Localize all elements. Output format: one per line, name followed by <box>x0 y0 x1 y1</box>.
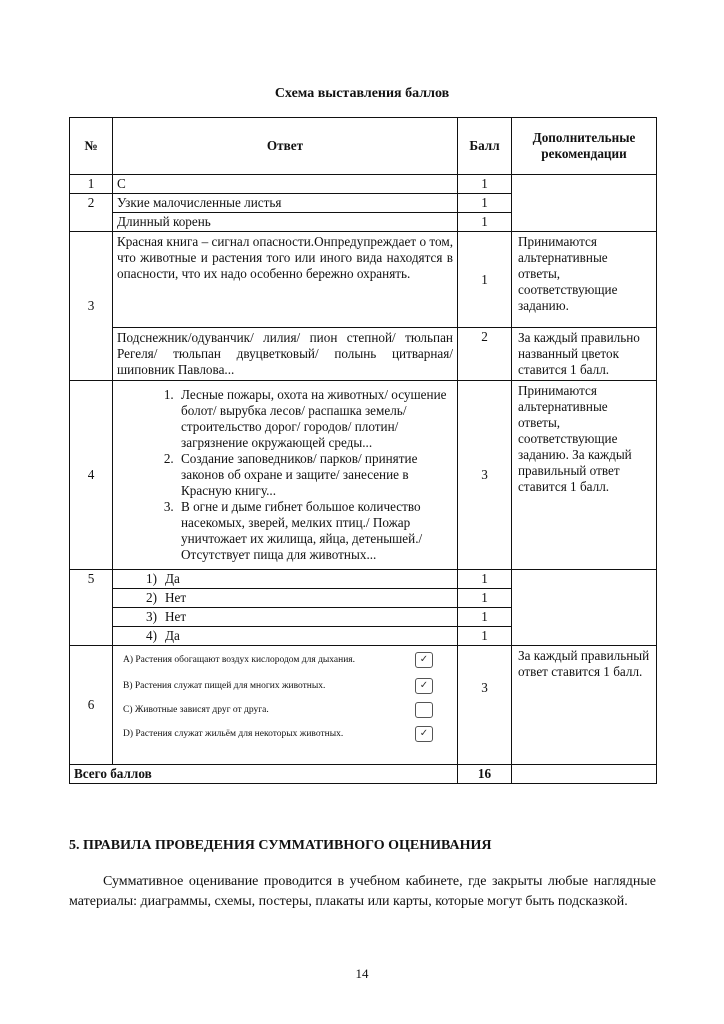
page-number: 14 <box>355 966 369 981</box>
checkbox-icon: ✓ <box>415 726 433 742</box>
item-text: Нет <box>165 609 187 624</box>
recommendation-cell: За каждый правильно названный цветок ставится 1 балл. <box>512 328 657 381</box>
answer-cell: Подснежник/одуванчик/ лилия/ пион степной/ тюльпан Регеля/ тюльпан двуцветковый/ полынь цитварная/ шиповник Павлова... <box>113 328 458 381</box>
item-number: 2) <box>146 590 157 605</box>
table-row <box>70 381 657 570</box>
option-row <box>123 652 433 668</box>
body-paragraph: Суммативное оценивание проводится в учебном кабинете, где закрыты любые наглядные материалы: диаграммы, схемы, постеры, плакаты или карты, которые могут быть подсказкой. <box>69 874 656 909</box>
table-header-row <box>70 118 657 175</box>
answer-list <box>117 387 453 563</box>
recommendation-cell <box>512 175 657 232</box>
checkbox-icon <box>415 702 433 718</box>
checkbox-icon: ✓ <box>415 678 433 694</box>
score-cell: 1 <box>458 232 512 328</box>
answer-cell <box>113 381 458 570</box>
item-number: 3) <box>146 609 157 624</box>
score-cell: 3 <box>458 646 512 765</box>
item-text: Да <box>165 571 180 586</box>
answer-cell <box>113 646 458 765</box>
item-number: 1) <box>146 571 157 586</box>
table-row <box>70 232 657 328</box>
task-number: 1 <box>70 175 113 194</box>
item-number: 4) <box>146 628 157 643</box>
answer-cell <box>113 608 458 627</box>
list-item: 3. В огне и дыме гибнет большое количество насекомых, зверей, мелких птиц./ Пожар уничтожает их жилища, яйца, детенышей./ Отсутствует пища для животных... <box>177 499 453 563</box>
option-text: B) Растения служат пищей для многих животных. <box>123 681 326 691</box>
item-text: Нет <box>165 590 187 605</box>
header-answer: Ответ <box>113 118 458 175</box>
option-text: C) Животные зависят друг от друга. <box>123 705 269 715</box>
recommendation-cell <box>512 570 657 646</box>
answer-cell: Красная книга – сигнал опасности.Онпредупреждает о том, что животные и растения того или иного вида находятся в опасности, что их надо особенно бережно охранять. <box>113 232 458 328</box>
table-row <box>70 328 657 381</box>
list-item: 1. Лесные пожары, охота на животных/ осушение болот/ вырубка лесов/ распашка земель/ строительство дорог/ городов/ плотин/ загрязнение окружающей среды... <box>177 387 453 451</box>
task-number: 5 <box>70 570 113 646</box>
score-cell: 1 <box>458 175 512 194</box>
option-row <box>123 702 433 718</box>
item-text: Да <box>165 628 180 643</box>
score-cell: 1 <box>458 570 512 589</box>
task-number: 2 <box>70 194 113 232</box>
recommendation-cell: За каждый правильный ответ ставится 1 балл. <box>512 646 657 765</box>
score-cell: 1 <box>458 589 512 608</box>
answer-cell: Длинный корень <box>113 213 458 232</box>
table-row <box>70 646 657 765</box>
score-cell: 3 <box>458 381 512 570</box>
table-row <box>70 570 657 589</box>
total-empty <box>512 765 657 784</box>
answer-cell <box>113 570 458 589</box>
section-title: 5. ПРАВИЛА ПРОВЕДЕНИЯ СУММАТИВНОГО ОЦЕНИВАНИЯ <box>69 838 492 853</box>
answer-cell <box>113 627 458 646</box>
answer-cell <box>113 589 458 608</box>
total-score: 16 <box>458 765 512 784</box>
score-cell: 1 <box>458 608 512 627</box>
option-text: D) Растения служат жильём для некоторых животных. <box>123 729 344 739</box>
task6-image <box>113 646 457 764</box>
task-number: 4 <box>70 381 113 570</box>
option-row <box>123 678 433 694</box>
score-cell: 2 <box>458 328 512 381</box>
total-row <box>70 765 657 784</box>
option-row <box>123 726 433 742</box>
table-title: Схема выставления баллов <box>274 86 450 101</box>
list-item: 2. Создание заповедников/ парков/ принятие законов об охране и защите/ занесение в Красную книгу... <box>177 451 453 499</box>
recommendation-cell: Принимаются альтернативные ответы, соответствующие заданию. <box>512 232 657 328</box>
header-recommendations: Дополнительные рекомендации <box>512 118 657 175</box>
answer-cell: Узкие малочисленные листья <box>113 194 458 213</box>
task-number: 3 <box>70 232 113 381</box>
total-label: Всего баллов <box>70 765 458 784</box>
recommendation-cell: Принимаются альтернативные ответы, соответствующие заданию. За каждый правильный ответ ставится 1 балл. <box>512 381 657 570</box>
table-row <box>70 175 657 194</box>
score-cell: 1 <box>458 213 512 232</box>
score-cell: 1 <box>458 194 512 213</box>
header-score: Балл <box>458 118 512 175</box>
option-text: A) Растения обогащают воздух кислородом для дыхания. <box>123 655 356 665</box>
checkbox-icon: ✓ <box>415 652 433 668</box>
answer-cell: С <box>113 175 458 194</box>
header-num: № <box>70 118 113 175</box>
score-cell: 1 <box>458 627 512 646</box>
scoring-table <box>69 117 657 784</box>
task-number: 6 <box>70 646 113 765</box>
